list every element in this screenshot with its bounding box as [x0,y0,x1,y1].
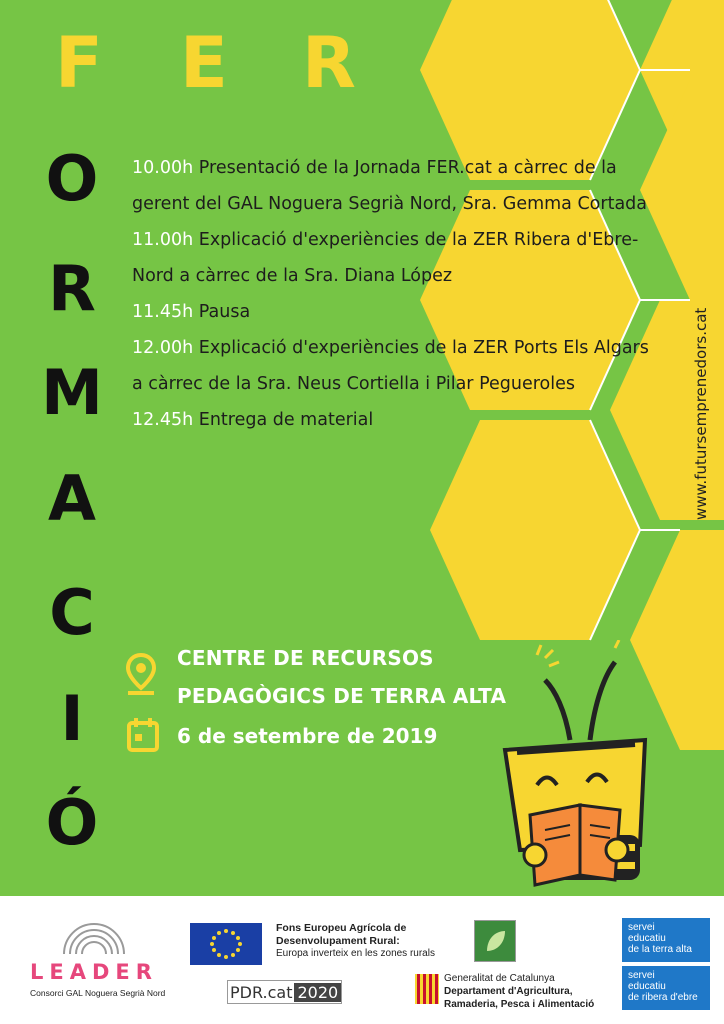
servei-ribera-logo [622,966,710,1010]
schedule-item [132,330,652,402]
vertical-letter-i: I [60,682,84,755]
servei-1-line-3: de la terra alta [628,944,692,955]
vertical-letter-o-accent: Ó [45,786,99,859]
servei-2-line-3: de ribera d'ebre [628,992,698,1003]
leader-logo-text: LEADER [30,960,158,984]
schedule-time: 11.45h [132,302,194,322]
generalitat-flag-icon [415,974,439,1004]
vertical-letter-a: A [48,462,96,535]
generalitat-line-3: Ramaderia, Pesca i Alimentació [444,999,595,1010]
pdr-text: PDR.cat [230,982,293,1002]
schedule-list [132,150,652,438]
leader-rainbow-icon [58,914,130,956]
schedule-time: 10.00h [132,158,194,178]
title-letter-e: E [180,22,228,104]
event-date: 6 de setembre de 2019 [177,724,438,748]
schedule-item [132,294,652,330]
leader-subtitle: Consorci GAL Noguera Segrià Nord [30,988,166,998]
schedule-text: Pausa [193,302,251,322]
servei-1-line-1: servei [628,922,655,933]
vertical-letter-r: R [48,252,96,325]
calendar-icon [126,717,160,753]
vertical-letter-o: O [45,142,99,215]
generalitat-line-2: Departament d'Agricultura, [444,986,573,997]
pdr-year: 2020 [294,983,341,1002]
venue-line-2: PEDAGÒGICS DE TERRA ALTA [177,684,507,708]
title-letter-f: F [55,22,103,104]
bee-mascot-illustration [495,640,675,890]
title-letter-r: R [302,22,356,104]
schedule-text: Entrega de material [193,410,374,430]
eu-fund-line-1: Fons Europeu Agrícola de [276,922,407,934]
servei-1-line-2: educatiu [628,933,666,944]
location-pin-icon [124,652,158,696]
servei-terra-alta-logo [622,918,710,962]
eu-fund-line-2: Desenvolupament Rural: [276,935,400,947]
schedule-text: Presentació de la Jornada FER.cat a càrrec de la gerent del GAL Noguera Segrià Nord, Sra. Gemma Cortada [132,158,648,214]
schedule-item [132,150,652,222]
vertical-letter-m: M [41,356,103,429]
leaf-icon [475,921,515,961]
footer-logos [0,896,724,1024]
website-url[interactable]: www.futursemprenedors.cat [692,307,710,520]
generalitat-line-1: Generalitat de Catalunya [444,973,555,984]
eu-fund-line-3: Europa inverteix en les zones rurals [276,948,435,959]
leader-green-logo [474,920,516,962]
schedule-text: Explicació d'experiències de la ZER Ports Els Algars a càrrec de la Sra. Neus Cortiella i Pilar Pegueroles [132,338,649,394]
venue-line-1: CENTRE DE RECURSOS [177,646,434,670]
schedule-time: 12.45h [132,410,194,430]
eu-flag-icon [190,923,262,965]
schedule-item [132,222,652,294]
schedule-time: 11.00h [132,230,194,250]
pdr-logo [227,980,342,1004]
schedule-text: Explicació d'experiències de la ZER Ribera d'Ebre- Nord a càrrec de la Sra. Diana López [132,230,639,286]
servei-2-line-1: servei [628,970,655,981]
vertical-letter-c: C [49,576,95,649]
schedule-time: 12.00h [132,338,194,358]
servei-2-line-2: educatiu [628,981,666,992]
schedule-item [132,402,652,438]
